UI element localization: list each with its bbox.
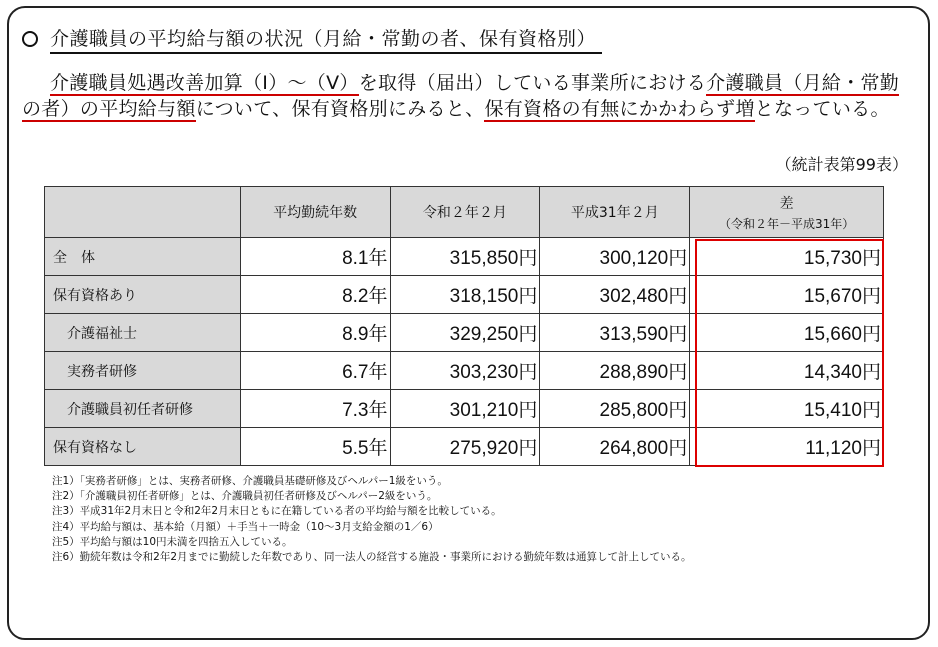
cell-r2: 301,210円: [390, 390, 540, 428]
cell-h31: 288,890円: [540, 352, 690, 390]
header-diff-sub: （令和２年－平成31年）: [718, 216, 855, 231]
cell-years: 8.1年: [240, 238, 390, 276]
cell-h31: 302,480円: [540, 276, 690, 314]
cell-years: 6.7年: [240, 352, 390, 390]
underlined-phrase-2: 介護職員（月給・常勤の者）の平均給与額: [22, 72, 900, 120]
cell-years: 5.5年: [240, 428, 390, 466]
footnote: 注1）「実務者研修」とは、実務者研修、介護職員基礎研修及びヘルパー1級をいう。: [52, 475, 448, 487]
table-header-row: [45, 187, 884, 238]
table-row: [45, 352, 884, 390]
cell-r2: 315,850円: [390, 238, 540, 276]
paragraph-text-2: を取得（届出）している事業所における: [358, 72, 707, 94]
source-note: （統計表第99表）: [775, 155, 908, 174]
header-r2: 令和２年２月: [390, 187, 540, 238]
row-label: 介護職員初任者研修: [45, 390, 241, 428]
paragraph-text-6: となっている。: [754, 98, 890, 120]
slide-heading: [22, 22, 602, 56]
salary-table: [44, 186, 884, 466]
underlined-phrase-3: 保有資格の有無にかかわらず増: [484, 98, 755, 120]
cell-years: 7.3年: [240, 390, 390, 428]
row-label: 介護福祉士: [45, 314, 241, 352]
header-diff: [690, 187, 884, 238]
footnotes: [52, 474, 912, 565]
header-corner: [45, 187, 241, 238]
cell-diff: 15,670円: [690, 276, 884, 314]
footnote: 注5）平均給与額は10円未満を四捨五入している。: [52, 535, 293, 548]
cell-h31: 285,800円: [540, 390, 690, 428]
cell-diff: 15,410円: [690, 390, 884, 428]
cell-diff: 15,730円: [690, 238, 884, 276]
cell-r2: 318,150円: [390, 276, 540, 314]
cell-r2: 329,250円: [390, 314, 540, 352]
table-row: [45, 276, 884, 314]
cell-years: 8.2年: [240, 276, 390, 314]
header-h31: 平成31年２月: [540, 187, 690, 238]
cell-diff: 14,340円: [690, 352, 884, 390]
summary-paragraph: [22, 70, 902, 122]
circle-bullet-icon: [22, 31, 38, 47]
row-label: 全 体: [45, 238, 241, 276]
cell-h31: 264,800円: [540, 428, 690, 466]
cell-years: 8.9年: [240, 314, 390, 352]
cell-h31: 300,120円: [540, 238, 690, 276]
table-row: [45, 238, 884, 276]
paragraph-text-4: について、保有資格別にみると、: [195, 98, 485, 120]
cell-diff: 11,120円: [690, 428, 884, 466]
footnote: 注6）勤続年数は令和2年2月までに勤続した年数であり、同一法人の経営する施設・事業所における勤続年数は通算して計上している。: [52, 551, 692, 564]
row-label: 保有資格なし: [45, 428, 241, 466]
cell-r2: 275,920円: [390, 428, 540, 466]
row-label: 保有資格あり: [45, 276, 241, 314]
heading-text: 介護職員の平均給与額の状況（月給・常勤の者、保有資格別）: [50, 24, 602, 54]
header-diff-title: 差: [779, 195, 794, 212]
header-years: 平均勤続年数: [240, 187, 390, 238]
table-row: [45, 390, 884, 428]
footnote: 注2）「介護職員初任者研修」とは、介護職員初任者研修及びヘルパー2級をいう。: [52, 490, 438, 503]
table-row: [45, 314, 884, 352]
cell-diff: 15,660円: [690, 314, 884, 352]
table-row: [45, 428, 884, 466]
row-label: 実務者研修: [45, 352, 241, 390]
footnote: 注3）平成31年2月末日と令和2年2月末日ともに在籍している者の平均給与額を比較している。: [52, 505, 502, 518]
footnote: 注4）平均給与額は、基本給（月額）＋手当＋一時金（10～3月支給金額の1／6）: [52, 520, 439, 533]
cell-r2: 303,230円: [390, 352, 540, 390]
underlined-phrase-1: 介護職員処遇改善加算（Ⅰ）～（Ⅴ）: [50, 72, 359, 94]
cell-h31: 313,590円: [540, 314, 690, 352]
